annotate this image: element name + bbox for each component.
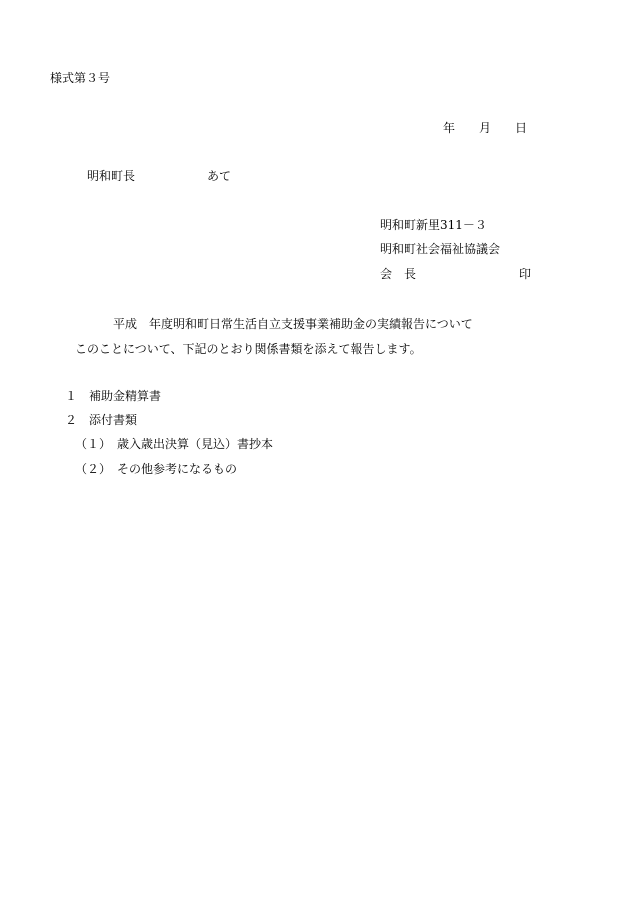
addressee: 明和町長 あて <box>87 169 232 183</box>
sender-address: 明和町新里311－３ <box>380 218 487 232</box>
report-subject: 平成 年度明和町日常生活自立支援事業補助金の実績報告について <box>113 317 473 331</box>
date-line: 年 月 日 <box>443 121 528 135</box>
sender-organization: 明和町社会福祉協議会 <box>380 242 501 256</box>
form-number: 様式第３号 <box>50 71 111 85</box>
sender-title: 会 長 <box>380 267 417 281</box>
list-item: ２ 添付書類 <box>65 413 138 427</box>
sub-list-item: （２） その他参考になるもの <box>75 462 238 476</box>
sub-list-item: （１） 歳入歳出決算（見込）書抄本 <box>75 437 274 451</box>
seal-mark: 印 <box>519 267 532 281</box>
report-body: このことについて、下記のとおり関係書類を添えて報告します。 <box>75 342 422 356</box>
list-item: １ 補助金精算書 <box>65 389 162 403</box>
